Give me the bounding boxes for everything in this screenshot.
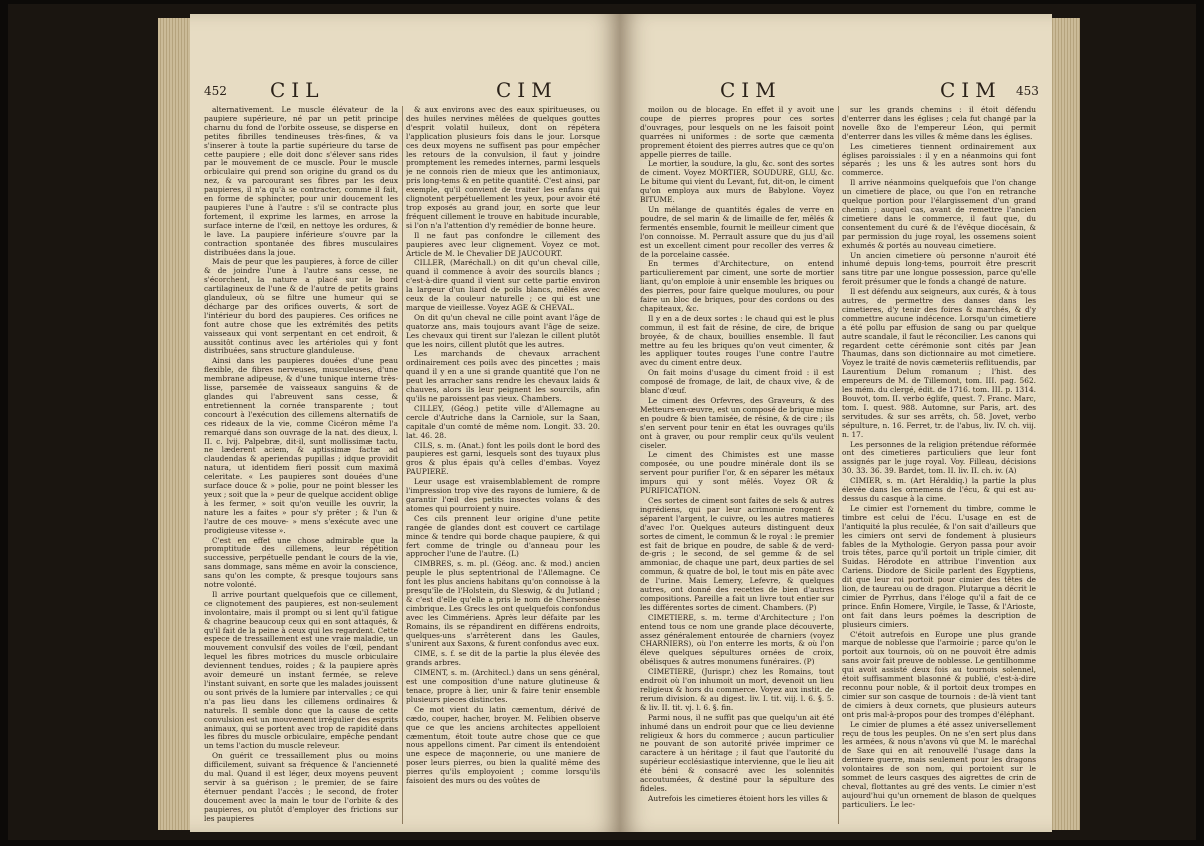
paragraph: En termes d'Architecture, on entend particulierement par ciment, une sorte de mortier liant, qu'on emploie à unir ensemble les briques ou des pierres, pour faire quelque moulures, ou pour faire un bloc de briques, pour des cordons ou des chapiteaux, &c.	[640, 259, 834, 313]
paragraph: CIMENT, s. m. (Architecl.) dans un sens général, est une composition d'une nature glutineuse & tenace, propre à lier, unir & faire tenir ensemble plusieurs pieces distinctes.	[406, 668, 600, 704]
right-head-left: CIM	[720, 78, 782, 102]
paragraph: Mais de peur que les paupieres, à force de ciller & de joindre l'une à l'autre sans cesse, ne s'écorchent, la nature a placé sur le bord cartilagineux de l'une & de l'autre de petits grains glanduleux, où se filtre une humeur qui se décharge par des orifices ouverts, & sort de l'intérieur du bord des paupieres. Ces orifices ne font autre chose que les extrémités des petits vaisseaux qui vont serpentant en cet endroit, & aussitôt continus avec les artérioles qui y font distribuées, sans structure glanduleuse.	[204, 257, 398, 356]
paragraph: On guérit ce tressaillement plus ou moins difficilement, suivant sa fréquence & l'ancienneté du mal. Quand il est léger, deux moyens peuvent servir à sa guérison ; le premier, de se faire éternuer pendant l'accès ; le second, de froter doucement avec la main le tour de l'orbite & des paupieres, ou plutôt d'employer des frictions sur les paupieres	[204, 751, 398, 823]
page-edges-left	[158, 18, 192, 830]
paragraph: Il arrive néanmoins quelquefois que l'on change un cimetiere de place, ou que l'on en retranche quelque portion pour l'élargissement d'un grand chemin ; auquel cas, avant de remettre l'ancien cimetiere dans le commerce, il faut que, du consentement du curé & de l'évêque diocésain, & par permission du juge royal, les ossemens soient exhumés & portés au nouveau cimetiere.	[842, 178, 1036, 250]
left-head-left: CIL	[270, 78, 325, 102]
paragraph: Le ciment des Chimistes est une masse composée, ou une poudre minérale dont ils se servent pour purifier l'or, & en séparer les métaux impurs qui y sont mêlés. Voyez OR & PURIFICATION.	[640, 450, 834, 496]
left-page-number: 452	[204, 84, 227, 98]
paragraph: Le ciment des Orfevres, des Graveurs, & des Metteurs-en-œuvre, est un composé de brique mise en poudre & bien tamisée, de résine, & de cire ; ils s'en servent pour tenir en état les ouvrages qu'ils ont à graver, ou pour remplir ceux qu'ils veulent ciseler.	[640, 396, 834, 450]
paragraph: CIMETIERE, s. m. terme d'Architecture ; l'on entend tous ce nom une grande place découverte, assez généralement entourée de charniers (voyez CHARNIERS), où l'on enterre les morts, & où l'on éleve quelques sépultures ornées de croix, obélisques & autres monumens funéraires. (P)	[640, 612, 834, 667]
paragraph: Leur usage est vraisemblablement de rompre l'impression trop vive des rayons de lumiere, & de garantir l'œil des petits insectes volans & des atomes qui pourroient y nuire.	[406, 477, 600, 513]
paragraph: Un ancien cimetiere où personne n'auroit été inhumé depuis long-tems, pourroit être prescrit sans titre par une longue possession, parce qu'elle feroit présumer que le fonds a changé de nature.	[842, 250, 1036, 287]
paragraph: Ainsi dans les paupieres douées d'une peau flexible, de fibres nerveuses, musculeuses, d'une membrane adipeuse, & d'une tunique interne très-lisse, parsemée de vaisseaux sanguins & de glandes qui l'abreuvent sans cesse, & entretiennent la cornée transparente ; tout concourt à l'exécution des cillemens alternatifs de ces rideaux de la vie, comme Cicéron même l'a remarqué dans son ouvrage de la nat. des dieux, l. II. c. lvij. Palpebræ, dit-il, sunt mollissimæ tactu, ne læderent aciem, & aptissimæ factæ ad claudendas & aperiendas pupillas ; idque providit natura, ut identidem fieri possit cum maximâ celeritate. « Les paupieres sont douées d'une surface douce & » polie, pour ne point blesser les yeux ; soit que la » peur de quelque accident oblige à les fermer, » soit qu'on veuille les ouvrir, la nature les a faites » pour s'y prêter ; & l'un & l'autre de ces mouve- » mens s'exécute avec une prodigieuse vitesse ».	[204, 356, 398, 535]
paragraph: Le mortier, la soudure, la glu, &c. sont des sortes de ciment. Voyez MORTIER, SOUDURE, GLU, &c. Le bitume qui vient du Levant, fut, dit-on, le ciment qu'on employa aux murs de Babylone. Voyez BITUME.	[640, 159, 834, 205]
left-page-header	[204, 78, 604, 100]
paragraph: Les personnes de la religion prétendue réformée ont des cimetieres particuliers que leur font assignés par le juge royal. Voy. Filleau, décisions 30. 33. 36. 39. Bardet, tom. II. liv. II. ch. iv. (A)	[842, 439, 1036, 476]
paragraph: Ces sortes de ciment sont faites de sels & autres ingrédiens, qui par leur acrimonie rongent & séparent l'argent, le cuivre, ou les autres matieres d'avec l'or. Quelques auteurs distinguent deux sortes de ciment, le commun & le royal : le premier est fait de brique en poudre, de sable & de verd-de-gris ; le second, de sel gemme & de sel ammoniac, de chaque une part, deux parties de sel commun, & quatre de bol, le tout mis en pâte avec de l'urine. Mais Lemery, Lefevre, & quelques autres, ont donné des recettes de bien d'autres compositions. Pareille a fait un livre tout entier sur les différentes sortes de ciment. Chambers. (P)	[640, 495, 834, 612]
book-spread	[8, 4, 1196, 840]
left-column-2	[406, 106, 600, 826]
paragraph: Les cimetieres tiennent ordinairement aux églises paroissiales : il y en a néanmoins qui font séparés ; les uns & les autres sont hors du commerce.	[842, 141, 1036, 178]
paragraph: Ces cils prennent leur origine d'une petite rangée de glandes dont est couvert ce cartilage mince & tendre qui borde chaque paupiere, & qui fert comme de tringle ou d'anneau pour les approcher l'une de l'autre. (L)	[406, 513, 600, 559]
right-column-2	[842, 106, 1036, 826]
paragraph: CILS, s. m. (Anat.) font les poils dont le bord des paupieres est garni, lesquels sont des tuyaux plus gros & plus épais qu'à celles d'embas. Voyez PAUPIERE.	[406, 440, 600, 477]
left-page	[190, 14, 620, 832]
right-column-1	[640, 106, 834, 826]
paragraph: C'est en effet une chose admirable que la promptitude des cillemens, leur répétition successive, perpétuelle pendant le cours de la vie, sans dommage, sans même en avoir la conscience, sans qu'on les compte, & presque toujours sans notre volonté.	[204, 535, 398, 590]
paragraph: Ce mot vient du latin cæmentum, dérivé de cædo, couper, hacher, broyer. M. Felibien observe que ce que les anciens architectes appelloient cæmentum, étoit toute autre chose que ce que nous appellons ciment. Par ciment ils entendoient une espece de maçonnerie, ou une maniere de poser leurs pierres, ou bien la qualité même des pierres qu'ils employoient ; comme lorsqu'ils faisoient des murs ou des voûtes de	[406, 704, 600, 786]
right-head-right: CIM	[940, 78, 1002, 102]
paragraph: Il ne faut pas confondre le cillement des paupieres avec leur clignement. Voyez ce mot. Article de M. le Chevalier DE JAUCOURT.	[406, 230, 600, 258]
paragraph: & aux environs avec des eaux spiritueuses, ou des huiles nervines mêlées de quelques gouttes d'esprit volatil huileux, dont on répétera l'application plusieurs fois dans le jour. Lorsque ces deux moyens ne suffisent pas pour empêcher les retours de la convulsion, il faut y joindre promptement les remedes internes, parmi lesquels je ne connois rien de mieux que les antimoniaux, pris long-tems & en petite quantité. C'est ainsi, par exemple, qu'il convient de traiter les enfans qui clignotent perpétuellement les yeux, pour avoir été trop exposés au grand jour, en sorte que leur fréquent cillement le trouve en habitude incurable, si l'on n'a l'attention d'y remédier de bonne heure.	[406, 106, 600, 230]
paragraph: CILLER, (Maréchall.) on dit qu'un cheval cille, quand il commence à avoir des sourcils blancs ; c'est-à-dire quand il vient sur cette partie environ la largeur d'un liard de poils blancs, mêlés avec ceux de la couleur naturelle ; ce qui est une marque de vieillesse. Voyez AGE & CHEVAL.	[406, 258, 600, 312]
paragraph: CIMBRES, s. m. pl. (Géog. anc. & mod.) ancien peuple le plus septentrional de l'Allemagne. Ce font les plus anciens habitans qu'on connoisse à la presqu'île de l'Holstein, du Sleswig, & du Jutland ; & c'est d'elle qu'elle a pris le nom de Chersonèse cimbrique. Les Grecs les ont quelquefois confondus avec les Cimmériens. Après leur défaite par les Romains, ils se répandirent en différens endroits, quelques-uns s'arrêterent dans les Gaules, s'unirent aux Saxons, & furent confondus avec eux.	[406, 559, 600, 649]
right-page	[620, 14, 1052, 832]
paragraph: Il est défendu aux seigneurs, aux curés, & à tous autres, de permettre des danses dans les cimetieres, d'y tenir des foires & marchés, & d'y commettre aucune indécence. Lorsqu'un cimetiere a été pollu par effusion de sang ou par quelque autre scandale, il faut le réconcilier. Les canons qui regardent cette cérémonie sont cités par Jean Thaumas, dans son dictionnaire au mot cimetiere. Voyez le traité de novis cæmeteriis reflituendis, par Laurentium Delum romanum ; l'hist. des empereurs de M. de Tillemont, tom. III. pag. 562. les mém. du clergé, édit. de 1716. tom. III. p. 1314. Bouvot, tom. II. verbo églife, quest. 7. Franc. Marc, tom. I. quest. 988. Automne, sur Paris, art. des servitudes. & sur ses arrêts, ch. 58. Jovet, verbo sépulture, n. 16. Ferret, tr. de l'abus, liv. IV. ch. viij. n. 17.	[842, 287, 1036, 439]
paragraph: Il y en a de deux sortes : le chaud qui est le plus commun, il est fait de résine, de cire, de brique broyée, & de chaux, bouillies ensemble. Il faut mettre au feu les briques qu'on veut cimenter, & les appliquer toutes rouges l'une contre l'autre avec du ciment entre deux.	[640, 313, 834, 368]
paragraph: On fait moins d'usage du ciment froid : il est composé de fromage, de lait, de chaux vive, & de blanc d'œuf.	[640, 368, 834, 396]
paragraph: CIME, s. f. se dit de la partie la plus élevée des grands arbres.	[406, 649, 600, 668]
paragraph: CILLEY, (Géog.) petite ville d'Allemagne au cercle d'Autriche dans la Carniole, sur la Saan, capitale d'un comté de même nom. Longit. 33. 20. lat. 46. 28.	[406, 403, 600, 440]
page-edges-right	[1050, 18, 1080, 830]
paragraph: CIMIER, s. m. (Art Héraldiq.) la partie la plus élevée dans les ornemens de l'écu, & qui est au-dessus du casque à la cime.	[842, 476, 1036, 503]
paragraph: Le cimier est l'ornement du timbre, comme le timbre est celui de l'écu. L'usage en est de l'antiquité la plus reculée, & l'on sait d'ailleurs que les cimiers ont servi de fondement à plusieurs fables de la Mythologie. Geryon passa pour avoir trois têtes, parce qu'il portoit un triple cimier, dit Suidas. Hérodote en attribue l'invention aux Cariens. Diodore de Sicile parlent des Egyptiens, dit que leur roi portoit pour cimier des têtes de lion, de taureau ou de dragon. Plutarque a décrit le cimier de Pyrrhus, dans l'éloge qu'il a fait de ce prince. Enfin Homere, Virgile, le Tasse, & l'Arioste, ont fait dans leurs poëmes la description de plusieurs cimiers.	[842, 503, 1036, 629]
paragraph: Autrefois les cimetieres étoient hors les villes &	[648, 793, 828, 803]
paragraph: Le cimier de plumes a été assez universellement reçu de tous les peuples. On ne s'en sert plus dans les armées, & nous n'avons vû que M. le maréchal de Saxe qui en ait renouvellé l'usage dans la derniere guerre, mais seulement pour les dragons volontaires de son nom, qui portoient sur le sommet de leurs casques des aigrettes de crin de cheval, flottantes au gré des vents. Le cimier n'est aujourd'hui qu'un ornement de blason de quelques particuliers. Le lec-	[842, 719, 1036, 809]
left-head-right: CIM	[496, 78, 558, 102]
paragraph: alternativement. Le muscle élévateur de la paupiere supérieure, né par un petit principe charnu du fond de l'orbite osseuse, se disperse en petites fibrilles tendineuses très-fines, & va s'inserer à toute la partie supérieure du tarse de cette paupiere ; elle doit donc s'élever sans rides par le mouvement de ce muscle. Pour le muscle orbiculaire qui prend son origine du grand os du nez, & va parcourant ses fibres par les deux paupieres, il n'a qu'à se contracter, comme il fait, en forme de sphincter, pour unir doucement les paupieres l'une à l'autre : s'il se contracte plus fortement, il exprime les larmes, en arrose la surface interne de l'œil, en nettoye les ordures, & le lave. La paupiere inférieure s'ouvre par la contraction spontanée des fibres musculaires distribuées dans la joue.	[204, 106, 398, 257]
paragraph: C'étoit autrefois en Europe une plus grande marque de noblesse que l'armoirie ; parce qu'on le portoit aux tournois, où on ne pouvoit être admis sans avoir fait preuve de noblesse. Le gentilhomme qui avoit assisté deux fois au tournois solennel, étoit suffisamment blasonné & publié, c'est-à-dire reconnu pour noble, & il portoit deux trompes en cimier sur son casque de tournois : de-là vient tant de cimiers à deux cornets, que plusieurs auteurs ont pris mal-à-propos pour des trompes d'éléphant.	[842, 629, 1036, 719]
right-page-header	[640, 78, 1040, 100]
paragraph: Parmi nous, il ne suffit pas que quelqu'un ait été inhumé dans un endroit pour que ce lieu devienne religieux & hors du commerce ; aucun particulier ne pouvant de son autorité privée imprimer ce caractere à un héritage ; il faut que l'autorité du supérieur ecclésiastique intervienne, que le lieu ait été béni & consacré avec les solennités accoutumées, & destiné pour la sépulture des fideles.	[640, 712, 834, 793]
column-rule	[838, 106, 839, 824]
paragraph: sur les grands chemins : il étoit défendu d'enterrer dans les églises ; cela fut changé par la novelle 8xo de l'empereur Léon, qui permit d'enterrer dans les villes & même dans les églises.	[842, 106, 1036, 141]
paragraph: Les marchands de chevaux arrachent ordinairement ces poils avec des pincettes ; mais quand il y en a une si grande quantité que l'on ne peut les arracher sans rendre les chevaux laids & chauves, alors ils leur peignent les sourcils, afin qu'ils ne paroissent pas vieux. Chambers.	[406, 349, 600, 403]
column-rule	[402, 106, 403, 824]
paragraph: Il arrive pourtant quelquefois que ce cillement, ce clignotement des paupieres, est non-seulement involontaire, mais il prompt ou si lent qu'il fatigue & chagrine beaucoup ceux qui en sont attaqués, & qu'il fait de la peine à ceux qui les regardent. Cette espece de tressaillement est une vraie maladie, un mouvement convulsif des voiles de l'œil, pendant lequel les fibres motrices du muscle orbiculaire deviennent tendues, roides ; & la paupiere après avoir demeuré un instant fermée, se releve l'instant suivant, en sorte que les malades jouissent ou sont privés de la lumiere par intervalles ; ce qui n'a pas lieu dans les cillemens ordinaires & naturels. Il semble donc que la cause de cette convulsion est un mouvement irrégulier des esprits animaux, qui se portent avec trop de rapidité dans les fibres du muscle orbiculaire, empêche pendant un tems l'action du muscle releveur.	[204, 589, 398, 751]
paragraph: On dit qu'un cheval ne cille point avant l'âge de quatorze ans, mais toujours avant l'âge de seize. Les chevaux qui tirent sur l'alezan le cillent plutôt que les noirs, cillent plutôt que les autres.	[406, 312, 600, 349]
paragraph: Un mélange de quantités égales de verre en poudre, de sel marin & de limaille de fer, mêlés & fermentés ensemble, fournit le meilleur ciment que l'on connoisse. M. Perrault assure que du jus d'ail est un excellent ciment pour recoller des verres & de la porcelaine cassée.	[640, 204, 834, 259]
right-page-number: 453	[1016, 84, 1039, 98]
paragraph: moilon ou de blocage. En effet il y avoit une coupe de pierres propres pour ces sortes d'ouvrages, pour lesquels on ne les faisoit point quarrées ni uniformes : de sorte que cæmenta proprement étoient des pierres autres que ce qu'on appelle pierres de taille.	[640, 106, 834, 159]
left-column-1	[204, 106, 398, 826]
paragraph: CIMETIERE, (Jurispr.) chez les Romains, tout endroit où l'on inhumoit un mort, devenoit un lieu religieux & hors du commerce. Voyez aux instit. de rerum division. & au digest. liv. I. tit. viij. l. 6. §. 5. & liv. II. tit. vj. l. 6. §. fin.	[640, 667, 834, 712]
